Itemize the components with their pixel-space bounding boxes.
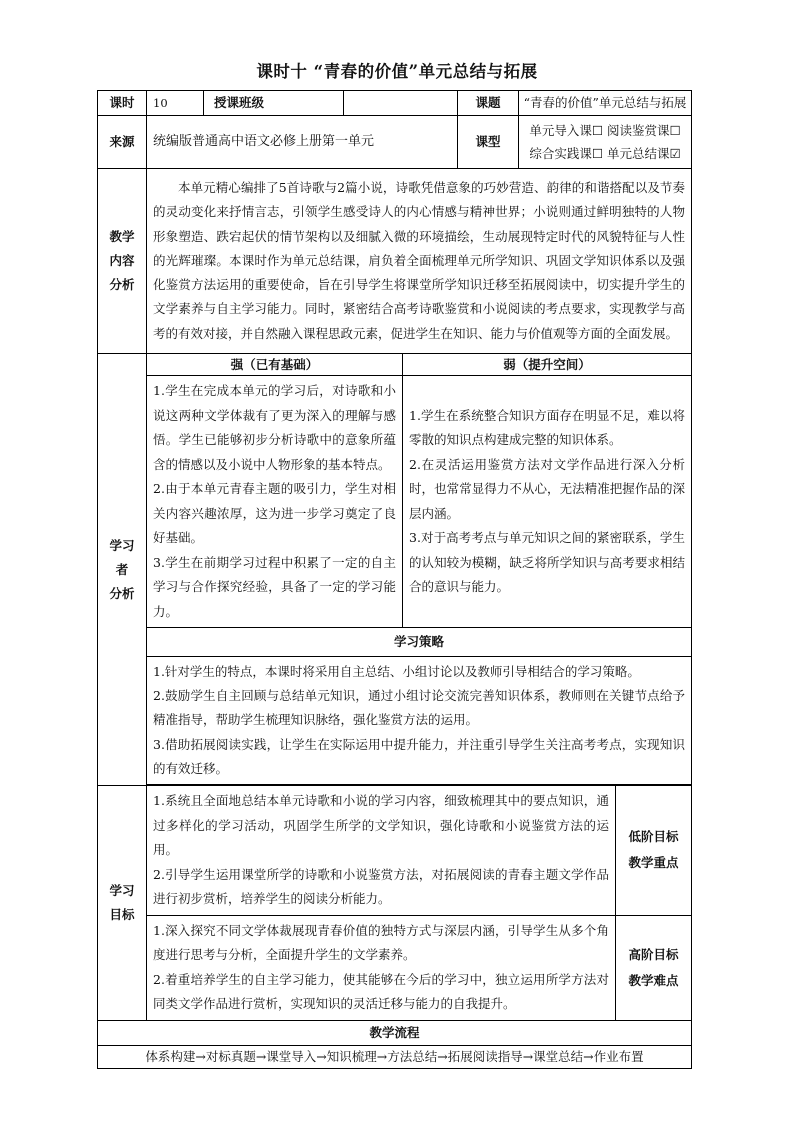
- objective-item: 1.深入探究不同文学体裁展现青春价值的独特方式与深层内涵，引导学生从多个角度进行思考与分析，全面提升学生的文学素养。: [153, 922, 609, 963]
- content-analysis-text: 本单元精心编排了5首诗歌与2篇小说，诗歌凭借意象的巧妙营造、韵律的和谐搭配以及节奏的灵动变化来抒情言志，引领学生感受诗人的内心情感与精神世界；小说则通过鲜明独特的人物形象塑造、跌宕起伏的情节架构以及细腻入微的环境描绘，生动展现特定时代的风貌特征与人性的光辉璀璨。本课时作为单元总结课，肩负着全面梳理单元所学知识、巩固文学知识体系以及强化鉴赏方法运用的重要使命，旨在引导学生将课堂所学知识迁移至拓展阅读中，切实提升学生的文学素养与自主学习能力。同时，紧密结合高考诗歌鉴赏和小说阅读的考点要求，实现教学与高考的有效对接，并自然融入课程思政元素，促进学生在知识、能力与价值观等方面的全面发展。: [147, 169, 692, 354]
- lesson-type-options: [519, 116, 692, 169]
- low-objectives-row: [98, 786, 692, 916]
- flow-content: 体系构建→对标真题→课堂导入→知识梳理→方法总结→拓展阅读指导→课堂总结→作业布置: [98, 1045, 692, 1068]
- objective-item: 1.系统且全面地总结本单元诗歌和小说的学习内容，细致梳理其中的要点知识，通过多样化的学习活动，巩固学生所学的文学知识，强化诗歌和小说鉴赏方法的运用。: [153, 793, 609, 858]
- low-objectives-content: [147, 786, 616, 916]
- strong-content: [147, 376, 403, 628]
- weak-content: [403, 376, 692, 628]
- flow-header-row: [98, 1020, 692, 1045]
- label-topic: 课题: [458, 91, 519, 116]
- label-learner-analysis: [98, 354, 147, 786]
- tag-line: 高阶目标: [628, 946, 679, 962]
- tag-line: 教学难点: [628, 972, 679, 988]
- label-line: 教学: [109, 229, 135, 244]
- strong-item: 2.由于本单元青春主题的吸引力，学生对相关内容兴趣浓厚，这为进一步学习奠定了良好基础。: [153, 481, 396, 545]
- flow-header: 教学流程: [98, 1020, 692, 1045]
- weak-item: 2.在灵活运用鉴赏方法对文学作品进行深入分析时，也常常显得力不从心，无法精准把握作品的深层内涵。: [409, 456, 686, 521]
- label-line: 者: [115, 561, 129, 577]
- label-type: 课型: [458, 116, 519, 169]
- tag-line: 低阶目标: [628, 829, 679, 845]
- lesson-plan-table: [97, 90, 692, 1069]
- weak-header: 弱（提升空间）: [403, 354, 692, 376]
- strong-item: 3.学生在前期学习过程中积累了一定的自主学习与合作探究经验，具备了一定的学习能力。: [153, 554, 396, 619]
- objective-item: 2.引导学生运用课堂所学的诗歌和小说鉴赏方法，对拓展阅读的青春主题文学作品进行初步赏析，培养学生的阅读分析能力。: [153, 866, 609, 907]
- strong-item: 1.学生在完成本单元的学习后，对诗歌和小说这两种文学体裁有了更为深入的理解与感悟。学生已能够初步分析诗歌中的意象所蕴含的情感以及小说中人物形象的基本特点。: [153, 383, 396, 472]
- document-title: 课时十 “青春的价值”单元总结与拓展: [256, 62, 538, 81]
- label-line: 目标: [109, 906, 135, 922]
- strategy-item: 1.针对学生的特点，本课时将采用自主总结、小组讨论以及教师引导相结合的学习策略。: [153, 664, 640, 679]
- tag-line: 教学重点: [628, 855, 679, 871]
- strategy-item: 3.借助拓展阅读实践，让学生在实际运用中提升能力，并注重引导学生关注高考考点，实现知识的有效迁移。: [153, 736, 686, 776]
- label-line: 学习: [109, 537, 135, 553]
- strategy-content-row: [98, 657, 692, 785]
- objective-item: 2.着重培养学生的自主学习能力，使其能够在今后的学习中，独立运用所学方法对同类文学作品进行赏析，实现知识的灵活迁移与能力的自我提升。: [153, 971, 609, 1012]
- strategy-content: [147, 657, 692, 785]
- learner-content-row: [98, 376, 692, 628]
- content-analysis-row: [98, 169, 692, 354]
- source-value: 统编版普通高中语文必修上册第一单元: [147, 116, 458, 169]
- label-source: 来源: [98, 116, 147, 169]
- strategy-header-row: [98, 628, 692, 657]
- high-objectives-row: [98, 915, 692, 1020]
- strong-header: 强（已有基础）: [147, 354, 403, 376]
- lesson-type-line-1: 单元导入课☐ 阅读鉴赏课☐: [529, 123, 681, 138]
- high-objectives-content: [147, 915, 616, 1020]
- header-info-row: [98, 91, 692, 116]
- topic-value: “青春的价值”单元总结与拓展: [519, 91, 692, 116]
- class-value: [344, 91, 458, 116]
- learner-header-row: [98, 354, 692, 376]
- strategy-header: 学习策略: [147, 628, 692, 657]
- label-lesson: 课时: [98, 91, 147, 116]
- label-line: 分析: [109, 585, 135, 601]
- label-objectives: [98, 786, 147, 1021]
- high-objective-tag: [616, 915, 692, 1020]
- low-objective-tag: [616, 786, 692, 916]
- label-line: 学习: [109, 882, 135, 898]
- label-line: 内容: [109, 253, 135, 268]
- label-class: 授课班级: [204, 91, 344, 116]
- source-type-row: [98, 116, 692, 169]
- label-line: 分析: [109, 277, 135, 292]
- strategy-item: 2.鼓励学生自主回顾与总结单元知识，通过小组讨论交流完善知识体系，教师则在关键节点给予精准指导，帮助学生梳理知识脉络，强化鉴赏方法的运用。: [153, 688, 686, 728]
- lesson-type-line-2: 综合实践课☐ 单元总结课☑: [529, 146, 681, 161]
- flow-content-row: [98, 1045, 692, 1068]
- label-content-analysis: [98, 169, 147, 354]
- weak-item: 3.对于高考考点与单元知识之间的紧密联系，学生的认知较为模糊，缺乏将所学知识与高考要求相结合的意识与能力。: [409, 530, 686, 594]
- weak-item: 1.学生在系统整合知识方面存在明显不足，难以将零散的知识点构建成完整的知识体系。: [409, 407, 686, 447]
- lesson-number: 10: [147, 91, 204, 116]
